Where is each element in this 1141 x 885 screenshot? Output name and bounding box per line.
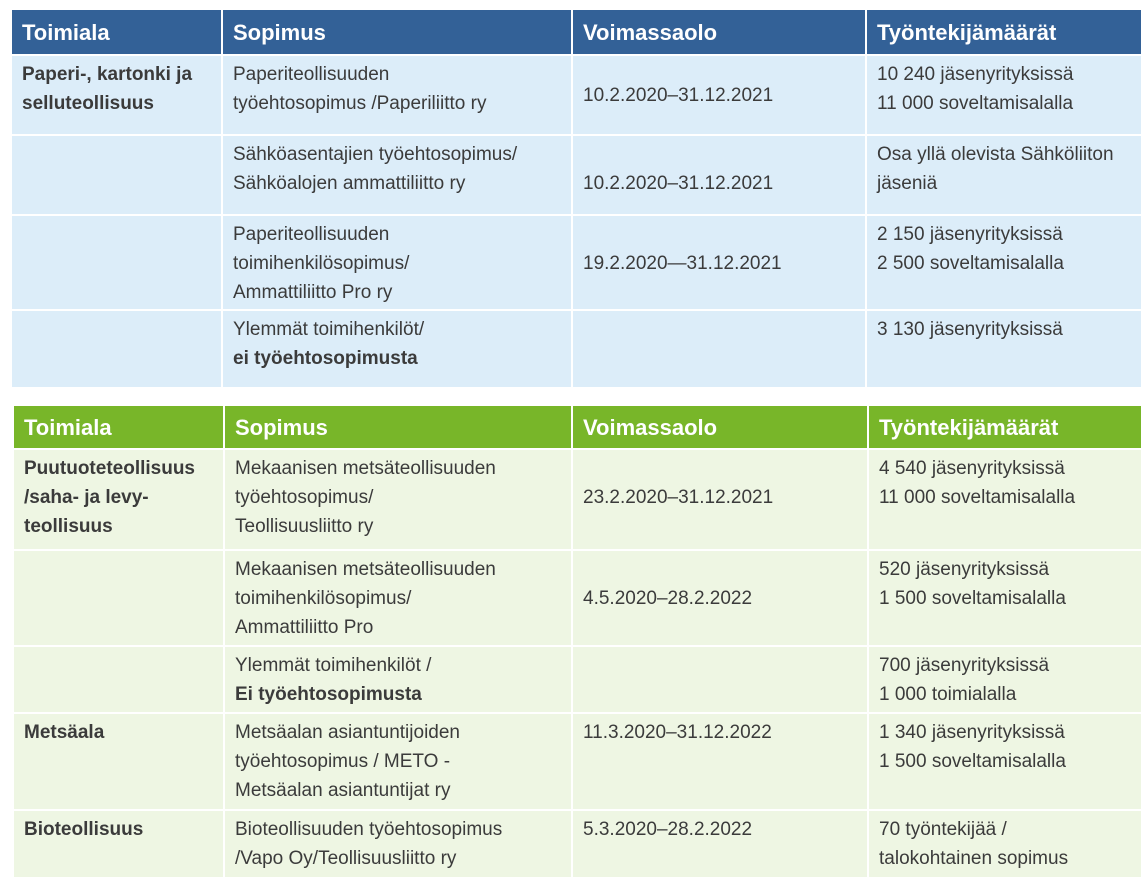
employees-line: 700 jäsenyrityksissä xyxy=(879,655,1050,676)
agreement-line: työehtosopimus/ xyxy=(235,487,374,508)
employees-cell xyxy=(866,135,1141,215)
employees-line: 4 540 jäsenyrityksissä xyxy=(879,458,1065,479)
industry-line: Paperi-, kartonki ja xyxy=(22,64,193,85)
agreement-line: Sähköasentajien työehtosopimus/ xyxy=(233,144,518,165)
validity-cell xyxy=(572,310,866,388)
table-header-row xyxy=(13,405,1141,449)
industry-cell xyxy=(11,135,222,215)
agreement-line: Metsäalan asiantuntijat ry xyxy=(235,780,451,801)
agreement-line: työehtosopimus / METO - xyxy=(235,751,451,772)
agreement-cell xyxy=(222,215,572,310)
employees-cell xyxy=(868,810,1141,878)
employees-line: 3 130 jäsenyrityksissä xyxy=(877,319,1063,340)
validity-cell xyxy=(572,646,868,713)
industry-line: Puutuoteteollisuus xyxy=(24,458,195,479)
industry-cell xyxy=(13,449,224,550)
employees-line: 2 500 soveltamisalalla xyxy=(877,253,1064,274)
employees-line: jäseniä xyxy=(877,173,938,194)
agreement-cell xyxy=(222,135,572,215)
employees-cell xyxy=(866,310,1141,388)
header-voimassaolo: Voimassaolo xyxy=(572,9,866,55)
industry-cell xyxy=(13,646,224,713)
table-row xyxy=(11,55,1141,135)
agreement-line: Metsäalan asiantuntijoiden xyxy=(235,722,460,743)
industry-line: /saha- ja levy- xyxy=(24,487,149,508)
validity-cell: 19.2.2020—31.12.2021 xyxy=(572,215,866,310)
employees-line: 520 jäsenyrityksissä xyxy=(879,559,1050,580)
table-row xyxy=(13,646,1141,713)
agreement-line: Mekaanisen metsäteollisuuden xyxy=(235,559,496,580)
employees-line: Osa yllä olevista Sähköliiton xyxy=(877,144,1114,165)
agreement-line: Teollisuusliitto ry xyxy=(235,516,374,537)
agreement-line-bold: Ei työehtosopimusta xyxy=(235,684,422,705)
industry-line: Bioteollisuus xyxy=(24,819,144,840)
agreement-line: Sähköalojen ammattiliitto ry xyxy=(233,173,466,194)
agreement-line: Ammattiliitto Pro ry xyxy=(233,282,393,303)
agreement-line: työehtosopimus /Paperiliitto ry xyxy=(233,93,487,114)
employees-line: 1 000 toimialalla xyxy=(879,684,1017,705)
employees-cell xyxy=(866,55,1141,135)
table-row xyxy=(11,215,1141,310)
validity-cell: 4.5.2020–28.2.2022 xyxy=(572,550,868,646)
agreements-table-wood xyxy=(12,404,1141,879)
agreement-line: Ylemmät toimihenkilöt / xyxy=(235,655,432,676)
agreement-line: Bioteollisuuden työehtosopimus xyxy=(235,819,503,840)
header-tyontekijamaarat: Työntekijämäärät xyxy=(866,9,1141,55)
industry-line: Metsäala xyxy=(24,722,105,743)
industry-cell xyxy=(11,310,222,388)
industry-cell xyxy=(13,713,224,810)
employees-cell xyxy=(866,215,1141,310)
table-row xyxy=(13,449,1141,550)
industry-cell xyxy=(13,810,224,878)
industry-line: selluteollisuus xyxy=(22,93,154,114)
agreement-cell xyxy=(224,449,572,550)
table-row xyxy=(11,310,1141,388)
table-row xyxy=(13,550,1141,646)
agreement-line-bold: ei työehtosopimusta xyxy=(233,348,418,369)
agreement-cell xyxy=(224,713,572,810)
header-voimassaolo: Voimassaolo xyxy=(572,405,868,449)
header-sopimus: Sopimus xyxy=(224,405,572,449)
agreement-cell xyxy=(222,310,572,388)
industry-line: teollisuus xyxy=(24,516,113,537)
table-row xyxy=(13,713,1141,810)
validity-cell: 23.2.2020–31.12.2021 xyxy=(572,449,868,550)
agreement-line: Paperiteollisuuden xyxy=(233,224,390,245)
industry-cell xyxy=(11,55,222,135)
employees-line: 11 000 soveltamisalalla xyxy=(877,93,1074,114)
agreement-cell xyxy=(224,646,572,713)
agreement-line: Ammattiliitto Pro xyxy=(235,617,374,638)
employees-line: 1 340 jäsenyrityksissä xyxy=(879,722,1065,743)
employees-line: 11 000 soveltamisalalla xyxy=(879,487,1076,508)
agreements-table-paper xyxy=(10,8,1141,389)
agreement-line: Paperiteollisuuden xyxy=(233,64,390,85)
industry-cell xyxy=(13,550,224,646)
employees-line: talokohtainen sopimus xyxy=(879,848,1069,869)
table-row xyxy=(11,135,1141,215)
table-row xyxy=(13,810,1141,878)
agreement-line: /Vapo Oy/Teollisuusliitto ry xyxy=(235,848,457,869)
employees-cell xyxy=(868,713,1141,810)
validity-cell: 10.2.2020–31.12.2021 xyxy=(572,135,866,215)
employees-line: 10 240 jäsenyrityksissä xyxy=(877,64,1074,85)
agreement-line: toimihenkilösopimus/ xyxy=(233,253,410,274)
agreement-line: Ylemmät toimihenkilöt/ xyxy=(233,319,425,340)
employees-line: 70 työntekijää / xyxy=(879,819,1007,840)
agreement-cell xyxy=(224,810,572,878)
employees-line: 2 150 jäsenyrityksissä xyxy=(877,224,1063,245)
header-toimiala: Toimiala xyxy=(13,405,224,449)
agreement-line: toimihenkilösopimus/ xyxy=(235,588,412,609)
industry-cell xyxy=(11,215,222,310)
validity-cell: 11.3.2020–31.12.2022 xyxy=(572,713,868,810)
header-sopimus: Sopimus xyxy=(222,9,572,55)
employees-cell xyxy=(868,550,1141,646)
header-toimiala: Toimiala xyxy=(11,9,222,55)
validity-cell: 10.2.2020–31.12.2021 xyxy=(572,55,866,135)
employees-line: 1 500 soveltamisalalla xyxy=(879,751,1066,772)
header-tyontekijamaarat: Työntekijämäärät xyxy=(868,405,1141,449)
validity-cell: 5.3.2020–28.2.2022 xyxy=(572,810,868,878)
agreement-cell xyxy=(224,550,572,646)
agreement-cell xyxy=(222,55,572,135)
table-header-row xyxy=(11,9,1141,55)
employees-line: 1 500 soveltamisalalla xyxy=(879,588,1066,609)
agreement-line: Mekaanisen metsäteollisuuden xyxy=(235,458,496,479)
employees-cell xyxy=(868,646,1141,713)
employees-cell xyxy=(868,449,1141,550)
